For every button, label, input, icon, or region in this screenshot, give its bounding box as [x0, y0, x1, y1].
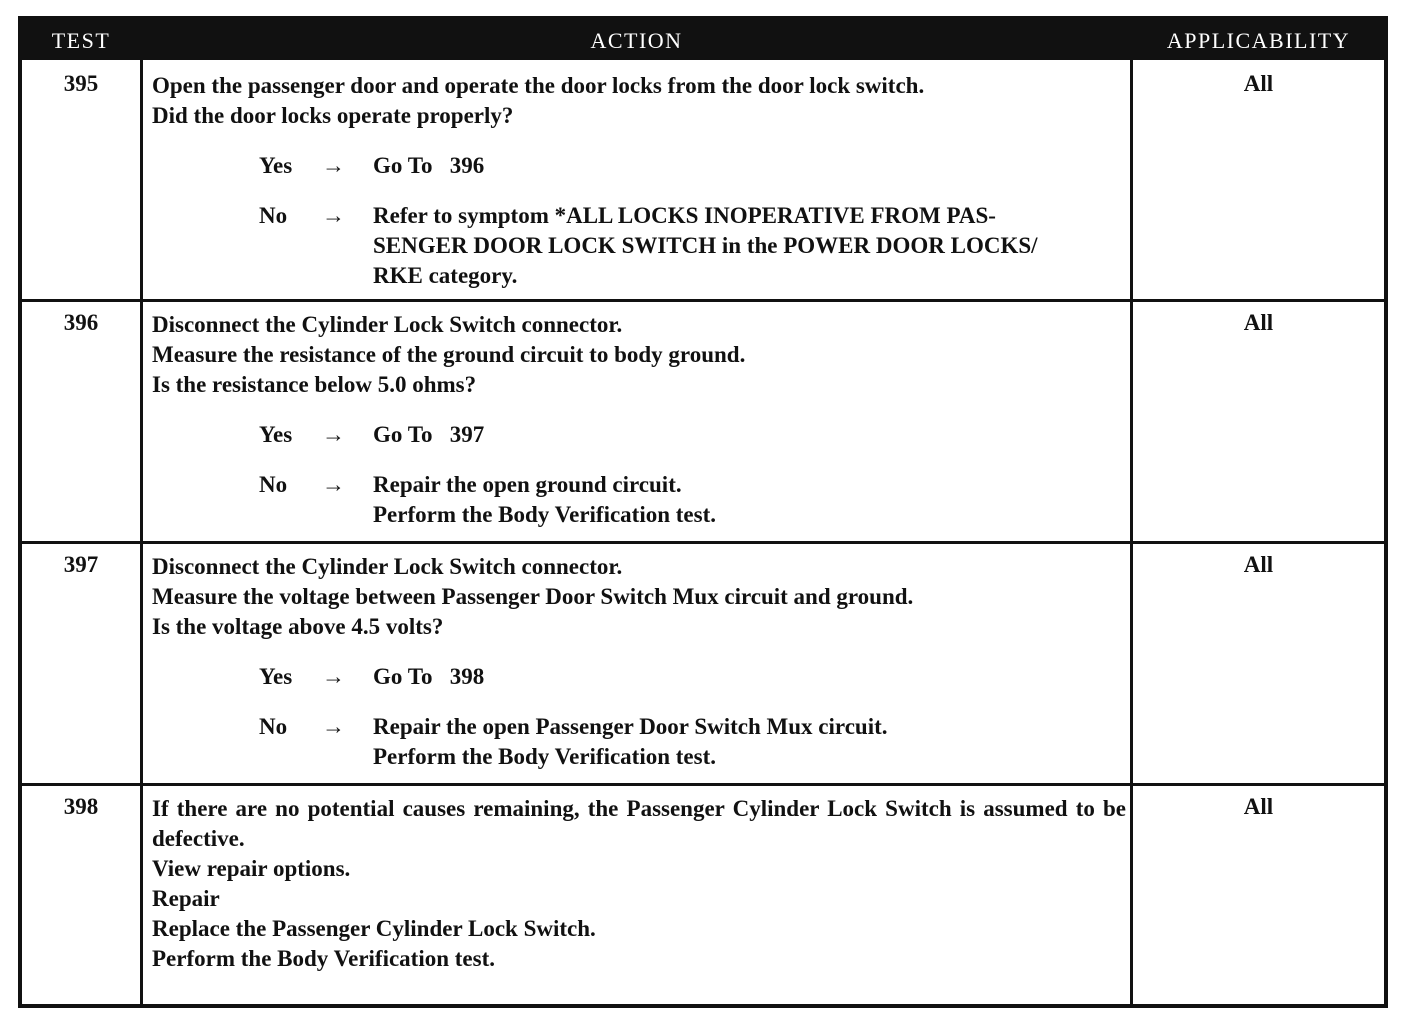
action-text: Disconnect the Cylinder Lock Switch connector. — [152, 312, 623, 337]
action-text: Is the voltage above 4.5 volts? — [152, 614, 444, 639]
action-text: Disconnect the Cylinder Lock Switch connector. — [152, 554, 623, 579]
yes-label: Yes — [259, 422, 293, 447]
header-test: TEST — [51, 28, 111, 53]
result-line: SENGER DOOR LOCK SWITCH in the POWER DOOR LOCKS/ — [373, 233, 1038, 258]
no-result — [373, 470, 1126, 530]
repair-label: Repair — [152, 886, 220, 911]
table-row — [22, 544, 1384, 783]
action-text: If there are no potential causes remaining, the Passenger Cylinder Lock Switch is assumed to be defective. — [152, 796, 1126, 851]
table-header — [22, 20, 1384, 60]
test-number: 398 — [63, 794, 99, 819]
arrow-icon: → — [322, 153, 345, 178]
action-text: Did the door locks operate properly? — [152, 103, 514, 128]
arrow-icon: → — [322, 472, 345, 497]
header-applicability: APPLICABILITY — [1166, 28, 1351, 53]
goto-result[interactable]: Go To 397 — [373, 422, 485, 447]
no-label: No — [259, 472, 288, 497]
yes-branch — [152, 662, 1126, 692]
arrow-icon: → — [322, 422, 345, 447]
test-number: 395 — [63, 71, 99, 96]
yes-label: Yes — [259, 153, 293, 178]
test-number: 397 — [63, 552, 99, 577]
yes-branch — [152, 420, 1126, 450]
action-cell — [152, 552, 1126, 772]
table-row — [22, 302, 1384, 541]
yes-label: Yes — [259, 664, 293, 689]
action-cell — [152, 310, 1126, 530]
applicability-value: All — [1243, 552, 1274, 577]
diagnostic-table — [18, 16, 1388, 1008]
goto-result[interactable]: Go To 396 — [373, 153, 485, 178]
no-branch — [152, 201, 1126, 291]
yes-branch — [152, 151, 1126, 181]
action-cell — [152, 71, 1126, 291]
applicability-value: All — [1243, 310, 1274, 335]
no-branch — [152, 470, 1126, 530]
test-number: 396 — [63, 310, 99, 335]
table-row — [22, 63, 1384, 299]
action-text: View repair options. — [152, 856, 351, 881]
action-text: Is the resistance below 5.0 ohms? — [152, 372, 477, 397]
repair-line: Replace the Passenger Cylinder Lock Switch. — [152, 916, 596, 941]
applicability-value: All — [1243, 794, 1274, 819]
arrow-icon: → — [322, 664, 345, 689]
no-branch — [152, 712, 1126, 772]
no-label: No — [259, 714, 288, 739]
header-action: ACTION — [590, 28, 683, 53]
action-text: Measure the resistance of the ground circuit to body ground. — [152, 342, 746, 367]
action-cell — [152, 794, 1126, 974]
result-line: Perform the Body Verification test. — [373, 502, 717, 527]
result-line: Refer to symptom *ALL LOCKS INOPERATIVE FROM PAS- — [373, 203, 996, 228]
arrow-icon: → — [322, 714, 345, 739]
result-line: RKE category. — [373, 263, 518, 288]
no-label: No — [259, 203, 288, 228]
action-text: Open the passenger door and operate the door locks from the door lock switch. — [152, 73, 925, 98]
no-result — [373, 201, 1126, 291]
no-result — [373, 712, 1126, 772]
applicability-value: All — [1243, 71, 1274, 96]
action-text: Measure the voltage between Passenger Door Switch Mux circuit and ground. — [152, 584, 914, 609]
table-row — [22, 786, 1384, 1004]
repair-line: Perform the Body Verification test. — [152, 946, 496, 971]
result-line: Perform the Body Verification test. — [373, 744, 717, 769]
arrow-icon: → — [322, 203, 345, 228]
result-line: Repair the open ground circuit. — [373, 472, 682, 497]
goto-result[interactable]: Go To 398 — [373, 664, 485, 689]
result-line: Repair the open Passenger Door Switch Mux circuit. — [373, 714, 888, 739]
